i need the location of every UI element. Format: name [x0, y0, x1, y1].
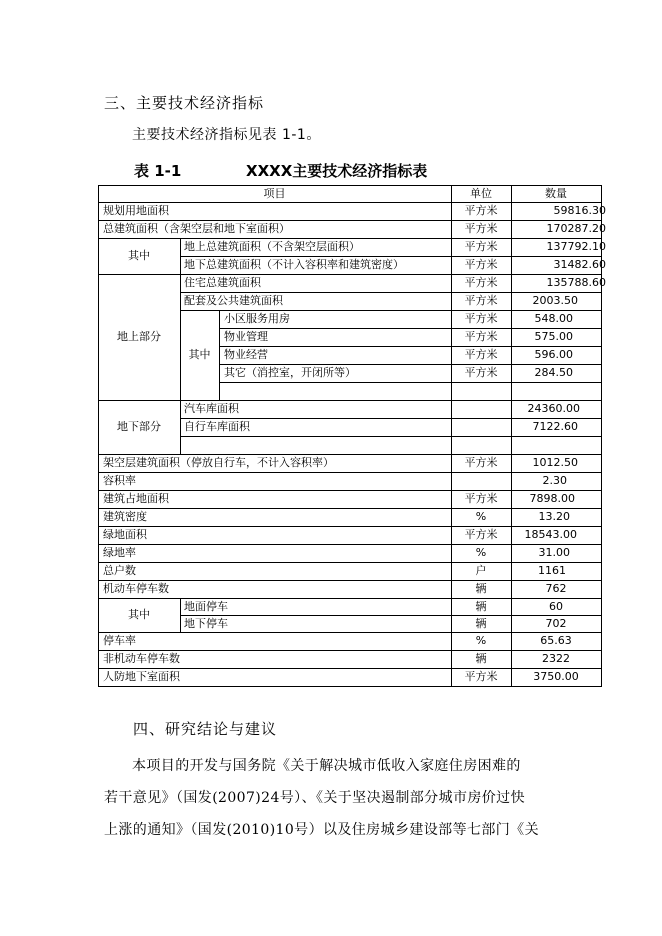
row-label: 汽车库面积	[184, 402, 239, 415]
row-value: 2003.50	[532, 294, 578, 307]
row-unit: 辆	[475, 617, 487, 630]
row-unit: 平方米	[464, 528, 498, 541]
row-value: 135788.60	[546, 276, 606, 289]
row-value: 702	[545, 617, 567, 630]
paragraph-line: 若干意见》（国发(2007)24号）、《关于坚决遏制部分城市房价过快	[104, 790, 525, 806]
paragraph-line: 上涨的通知》（国发(2010)10号）以及住房城乡建设部等七部门《关	[104, 822, 539, 838]
row-unit: 平方米	[464, 366, 498, 379]
row-unit: 辆	[475, 600, 487, 613]
row-unit: 平方米	[464, 258, 498, 271]
row-value: 1012.50	[532, 456, 578, 469]
row-unit: 平方米	[464, 492, 498, 505]
row-label: 机动车停车数	[103, 582, 169, 595]
row-label: 建筑密度	[103, 510, 147, 523]
row-unit: 平方米	[464, 222, 498, 235]
row-unit: 平方米	[464, 456, 498, 469]
row-unit: 平方米	[464, 240, 498, 253]
group-dixia: 地下部分	[117, 420, 161, 433]
row-label: 小区服务用房	[224, 312, 290, 325]
group-dishang: 地上部分	[117, 330, 161, 343]
row-value: 60	[549, 600, 563, 613]
section3-heading: 三、主要技术经济指标	[104, 94, 265, 112]
row-value: 13.20	[538, 510, 570, 523]
row-unit: 户	[475, 564, 487, 577]
table-caption-title: XXXX主要技术经济指标表	[246, 162, 428, 180]
row-value: 575.00	[534, 330, 573, 343]
section4-paragraph	[104, 750, 564, 846]
row-label: 绿地面积	[103, 528, 147, 541]
row-label: 地上总建筑面积（不含架空层面积）	[184, 240, 360, 253]
row-unit: 平方米	[464, 276, 498, 289]
row-label: 非机动车停车数	[103, 652, 180, 665]
group-qizhong-2: 其中	[188, 348, 211, 361]
row-label: 人防地下室面积	[103, 670, 180, 683]
row-label: 物业管理	[224, 330, 268, 343]
row-label: 住宅总建筑面积	[184, 276, 261, 289]
row-value: 3750.00	[533, 670, 579, 683]
row-label: 容积率	[103, 474, 136, 487]
row-label: 架空层建筑面积（停放自行车，不计入容积率）	[103, 456, 334, 469]
row-label: 总建筑面积（含架空层和地下室面积）	[103, 222, 290, 235]
row-value: 1161	[538, 564, 566, 577]
header-unit: 单位	[470, 187, 492, 200]
table-caption-number: 表 1-1	[134, 162, 182, 180]
row-value: 24360.00	[527, 402, 580, 415]
paragraph-line: 本项目的开发与国务院《关于解决城市低收入家庭住房困难的	[132, 758, 521, 774]
row-value: 548.00	[534, 312, 573, 325]
row-label: 建筑占地面积	[103, 492, 169, 505]
row-value: 284.50	[534, 366, 573, 379]
group-qizhong-3: 其中	[128, 608, 150, 621]
row-value: 31482.60	[553, 258, 606, 271]
row-value: 31.00	[538, 546, 570, 559]
row-value: 2.30	[542, 474, 567, 487]
row-unit: 平方米	[464, 330, 498, 343]
row-value: 170287.20	[546, 222, 606, 235]
row-unit: 辆	[475, 582, 487, 595]
row-label: 地下停车	[184, 617, 228, 630]
group-qizhong-1: 其中	[128, 249, 150, 262]
row-label: 地下总建筑面积（不计入容积率和建筑密度）	[184, 258, 404, 271]
row-label: 其它（消控室，开闭所等）	[224, 366, 356, 379]
row-label: 配套及公共建筑面积	[184, 294, 283, 307]
row-label: 总户数	[103, 564, 136, 577]
row-value: 7122.60	[532, 420, 578, 433]
row-label: 规划用地面积	[103, 204, 169, 217]
row-value: 596.00	[534, 348, 573, 361]
row-unit: 平方米	[464, 348, 498, 361]
row-unit: 平方米	[464, 670, 498, 683]
section3-intro: 主要技术经济指标见表 1-1。	[132, 127, 321, 143]
row-unit: 平方米	[464, 204, 498, 217]
header-item: 项目	[263, 187, 286, 200]
row-label: 物业经营	[224, 348, 268, 361]
row-label: 绿地率	[103, 546, 136, 559]
row-value: 762	[545, 582, 567, 595]
row-unit: 平方米	[464, 312, 498, 325]
row-unit: %	[475, 546, 487, 559]
section4-heading: 四、研究结论与建议	[133, 720, 278, 738]
row-value: 2322	[542, 652, 570, 665]
row-label: 地面停车	[184, 600, 228, 613]
row-unit: %	[475, 510, 487, 523]
row-value: 59816.30	[553, 204, 606, 217]
header-quantity: 数量	[545, 187, 567, 200]
row-unit: 辆	[475, 652, 487, 665]
row-label: 停车率	[103, 634, 136, 647]
row-value: 7898.00	[529, 492, 575, 505]
row-unit: %	[475, 634, 487, 647]
row-label: 自行车库面积	[184, 420, 250, 433]
row-unit: 平方米	[464, 294, 498, 307]
row-value: 18543.00	[524, 528, 577, 541]
row-value: 65.63	[540, 634, 572, 647]
row-value: 137792.10	[546, 240, 606, 253]
